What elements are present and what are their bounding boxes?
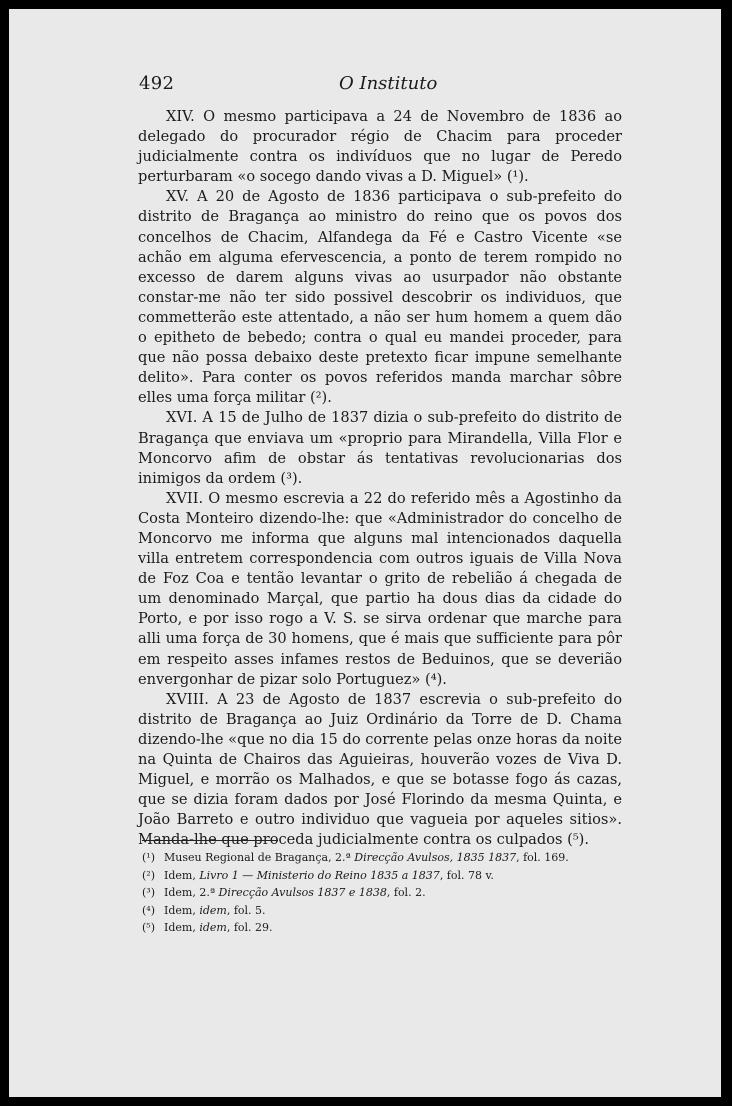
footnote-text: , fol. 78 v.	[439, 868, 494, 882]
body-text	[138, 107, 622, 850]
paragraph-xiv: XIV. O mesmo participava a 24 de Novembro de 1836 ao delegado do procurador régio de Chacim para proceder judicialmente contra os indivíduos que no lugar de Peredo perturbaram «o socego dando vivas a D. Miguel» (¹).	[138, 108, 622, 186]
footnote-text: Idem,	[164, 868, 200, 882]
footnote-text: , fol. 169.	[516, 851, 569, 864]
running-title: O Instituto	[339, 73, 438, 94]
footnote-text: , fol. 2.	[386, 886, 426, 900]
footnote-italic: idem	[199, 903, 227, 917]
footnote	[142, 902, 612, 920]
footnote-italic: Livro 1 — Ministerio do Reino 1835 a 1837	[199, 868, 440, 882]
footnotes	[142, 849, 612, 937]
footnote-italic: Direcção Avulsos 1837 e 1838	[218, 886, 387, 900]
footnote-mark: (⁴)	[142, 903, 155, 917]
footnote-text: Museu Regional de Bragança, 2.ª	[164, 851, 355, 864]
footnote-text: Idem,	[164, 903, 200, 917]
footnote	[142, 867, 612, 885]
footnote-mark: (²)	[142, 868, 155, 882]
footnote-mark: (³)	[142, 886, 155, 900]
footnote	[142, 849, 612, 867]
footnote-mark: (⁵)	[142, 921, 155, 935]
footnote	[142, 884, 612, 902]
paragraph-xvi: XVI. A 15 de Julho de 1837 dizia o sub-prefeito do distrito de Bragança que enviava um «proprio para Mirandella, Villa Flor e Moncorvo afim de obstar ás tentativas revolucionarias dos inimigos da ordem (³).	[138, 409, 622, 487]
footnote-italic: idem	[199, 921, 227, 935]
page-number: 492	[139, 73, 175, 94]
footnote-text: Idem, 2.ª	[164, 886, 219, 900]
paragraph-xviii: XVIII. A 23 de Agosto de 1837 escrevia o sub-prefeito do distrito de Bragança ao Juiz Ordinário da Torre de D. Chama dizendo-lhe «que no dia 15 do corrente pelas onze horas da noite na Quinta de Chairos das Aguieiras, houverão vozes de Viva D. Miguel, e morrão os Malhados, e que se botasse fogo ás cazas, que se dizia foram dados por José Florindo da mesma Quinta, e João Barreto e outro individuo que vagueia por aqueles sitios». Manda-lhe que proceda judicialmente contra os culpados (⁵).	[138, 690, 622, 849]
running-header	[139, 69, 609, 99]
paragraph-xv: XV. A 20 de Agosto de 1836 participava o sub-prefeito do distrito de Bragança ao ministro do reino que os povos dos concelhos de Chacim, Alfandega da Fé e Castro Vicente «se achão em alguma efervescencia, a ponto de terem rompido no excesso de darem alguns vivas ao usurpador não obstante constar-me não ter sido possivel descobrir os individuos, que commetterão este attentado, a não ser hum homem a quem dão o epitheto de bebedo; contra o qual eu mandei proceder, para que não possa debaixo deste pretexto ficar impune semelhante delito». Para conter os povos referidos manda marchar sôbre elles uma força militar (²).	[138, 188, 622, 407]
footnote-divider	[142, 840, 278, 841]
footnote-text: Idem,	[164, 921, 200, 935]
footnote-mark: (¹)	[142, 851, 155, 864]
footnote-text: , fol. 5.	[226, 903, 266, 917]
footnote	[142, 919, 612, 937]
paragraph-xvii: XVII. O mesmo escrevia a 22 do referido mês a Agostinho da Costa Monteiro dizendo-lhe: que «Administrador do concelho de Moncorvo me informa que alguns mal intencionados daquella villa entretem correspondencia com outros iguais de Villa Nova de Foz Coa e tentão levantar o grito de rebelião á chegada de um denominado Marçal, que partio ha dous dias da cidade do Porto, e por isso rogo a V. S. se sirva ordenar que marche para alli uma força de 30 homens, que é mais que sufficiente para pôr em respeito asses infames restos de Beduinos, que se deverião envergonhar de pizar solo Portuguez» (⁴).	[138, 489, 622, 688]
book-page	[9, 9, 721, 1097]
footnote-italic: Direcção Avulsos, 1835 1837	[354, 851, 517, 864]
footnote-text: , fol. 29.	[226, 921, 273, 935]
